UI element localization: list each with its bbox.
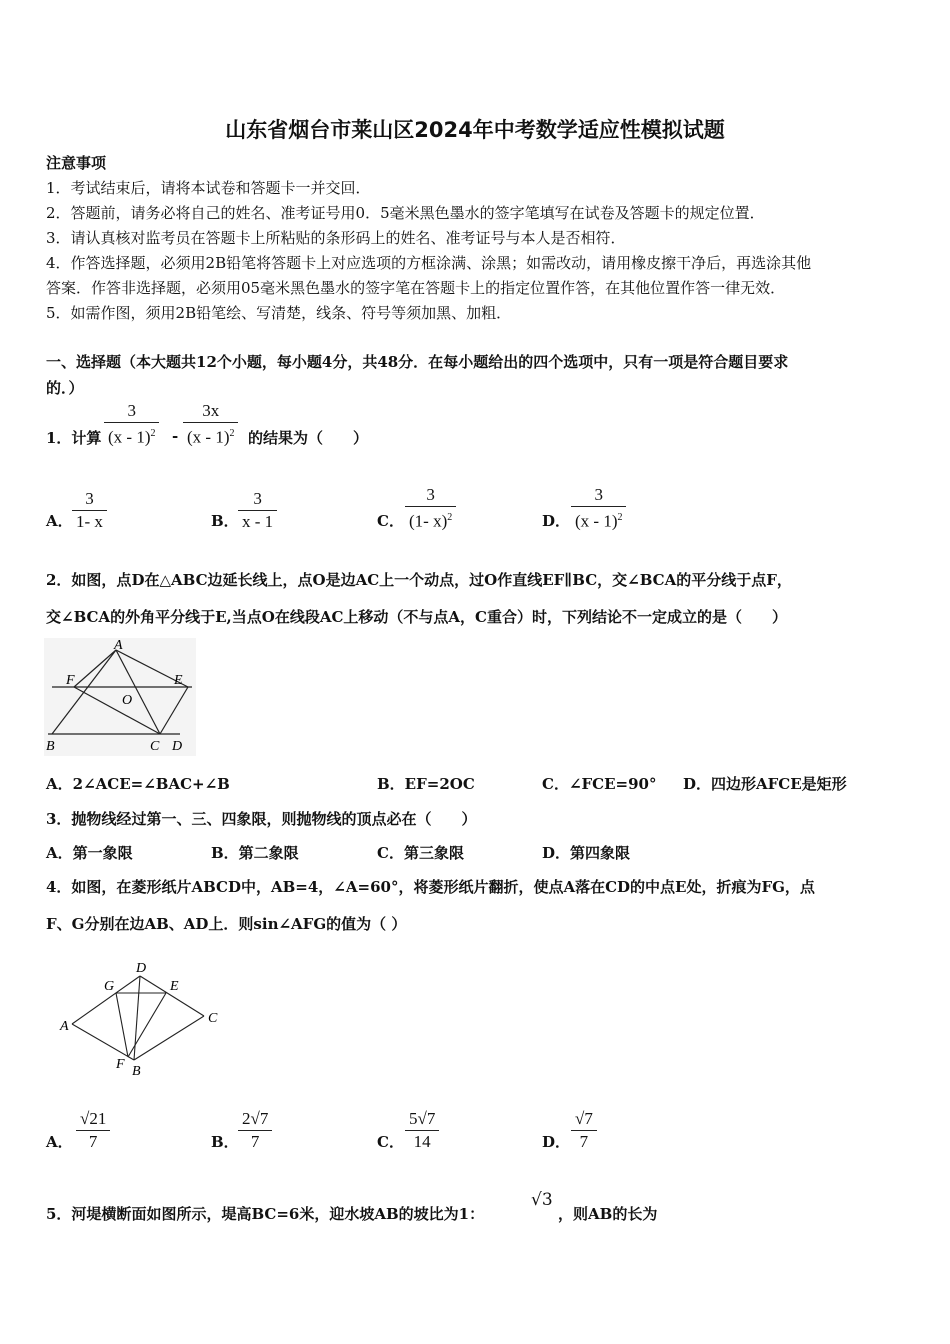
q4-line-db <box>134 976 140 1060</box>
q4-stem: 4．如图，在菱形纸片ABCD中，AB=4，∠A=60°，将菱形纸片翻折，使点A落在CD的中点E处，折痕为FG，点 <box>46 878 815 896</box>
q1-minus: - <box>172 427 179 445</box>
q1-option-d-fraction <box>571 484 626 533</box>
q4-optB-den: 7 <box>250 1132 260 1151</box>
q1-optD-den: (x - 1) <box>575 511 618 531</box>
q5-stem: 5．河堤横断面如图所示，堤高BC=6米，迎水坡AB的坡比为1： <box>46 1205 485 1223</box>
q1-option-d: D． <box>542 512 571 530</box>
q4-label-b: B <box>132 1064 141 1079</box>
q1-optD-num: 3 <box>571 484 626 507</box>
q4-figure <box>56 958 226 1080</box>
notice-item: 5．如需作图，须用2B铅笔绘、写清楚，线条、符号等须加黑、加粗． <box>46 304 512 322</box>
q1-frac1-exp: 2 <box>150 428 156 439</box>
q5-stem-cont: ，则AB的长为 <box>558 1205 658 1223</box>
q1-optD-exp: 2 <box>617 512 623 523</box>
q4-optA-num: √21 <box>76 1108 110 1131</box>
q2-stem: 2．如图，点D在△ABC边延长线上，点O是边AC上一个动点，过O作直线EF∥BC，交∠BCA的平分线于点F， <box>46 571 792 589</box>
section-heading: 一、选择题（本大题共12个小题，每小题4分，共48分．在每小题给出的四个选项中，只有一项是符合题目要求 <box>46 353 789 371</box>
q2-option-d: D．四边形AFCE是矩形 <box>683 775 847 793</box>
q4-option-d-fraction <box>571 1108 597 1153</box>
q3-option-b: B．第二象限 <box>211 844 299 862</box>
q1-frac1-den: (x - 1) <box>108 427 151 447</box>
q4-line-cb <box>134 1016 204 1060</box>
q1-option-c-fraction <box>405 484 456 533</box>
q4-label-e: E <box>170 979 179 994</box>
page-title: 山东省烟台市莱山区2024年中考数学适应性模拟试题 <box>225 118 725 142</box>
q1-optC-exp: 2 <box>447 512 453 523</box>
q1-optC-num: 3 <box>405 484 456 507</box>
q2-stem-cont: 交∠BCA的外角平分线于E,当点O在线段AC上移动（不与点A，C重合）时，下列结论不一定成立的是（ ） <box>46 608 787 626</box>
q3-stem: 3．抛物线经过第一、三、四象限，则抛物线的顶点必在（ ） <box>46 810 477 828</box>
q4-label-a: A <box>60 1019 69 1034</box>
q1-frac1-num: 3 <box>104 400 159 423</box>
q1-option-b-fraction <box>238 488 277 533</box>
notice-item: 3．请认真核对监考员在答题卡上所粘贴的条形码上的姓名、准考证号与本人是否相符． <box>46 229 626 247</box>
q4-optD-den: 7 <box>579 1132 589 1151</box>
q3-option-c: C．第三象限 <box>377 844 464 862</box>
q1-frac2-exp: 2 <box>229 428 235 439</box>
q4-option-b-fraction <box>238 1108 272 1153</box>
q4-label-g: G <box>104 979 115 994</box>
notice-item: 1．考试结束后，请将本试卷和答题卡一并交回． <box>46 179 371 197</box>
q1-optB-num: 3 <box>238 488 277 511</box>
q4-option-a-fraction <box>76 1108 110 1153</box>
notice-heading: 注意事项 <box>46 154 107 172</box>
q4-stem-cont: F、G分别在边AB、AD上．则sin∠AFG的值为（ ） <box>46 915 407 933</box>
q4-option-b: B． <box>211 1133 239 1151</box>
q1-option-a-fraction <box>72 488 107 533</box>
q1-fraction-2 <box>183 400 238 449</box>
q1-option-c: C． <box>377 512 404 530</box>
q1-optB-den: x - 1 <box>242 512 274 531</box>
q1-optC-den: (1- x) <box>409 511 448 531</box>
q2-option-b: B．EF=2OC <box>377 775 475 793</box>
notice-item: 答案．作答非选择题，必须用05毫米黑色墨水的签字笔在答题卡上的指定位置作答，在其他位置作答一律无效． <box>46 279 786 297</box>
q4-optC-num: 5√7 <box>405 1108 439 1131</box>
q4-option-a: A． <box>46 1133 73 1151</box>
q1-suffix: 的结果为（ ） <box>248 429 369 447</box>
q4-label-c: C <box>208 1011 218 1026</box>
q2-figure <box>44 638 196 756</box>
q1-frac2-num: 3x <box>183 400 238 423</box>
q4-optB-num: 2√7 <box>238 1108 272 1131</box>
q1-option-b: B． <box>211 512 239 530</box>
q4-optC-den: 14 <box>413 1132 431 1151</box>
q2-option-a: A．2∠ACE=∠BAC+∠B <box>46 775 230 793</box>
q4-option-d: D． <box>542 1133 571 1151</box>
q4-optA-den: 7 <box>88 1132 98 1151</box>
q1-optA-den: 1- x <box>76 512 103 531</box>
q4-line-gf <box>116 993 128 1057</box>
q4-label-d: D <box>136 961 147 976</box>
q5-radical: √3 <box>531 1190 553 1210</box>
q4-option-c-fraction <box>405 1108 439 1153</box>
q1-fraction-1 <box>104 400 159 449</box>
q3-option-a: A．第一象限 <box>46 844 133 862</box>
q2-label-a: A <box>114 638 123 653</box>
notice-item: 4．作答选择题，必须用2B铅笔将答题卡上对应选项的方框涂满、涂黑；如需改动，请用橡皮擦干净后，再选涂其他 <box>46 254 812 272</box>
q2-label-e: E <box>174 673 183 688</box>
notice-item: 2．答题前，请务必将自己的姓名、准考证号用0．5毫米黑色墨水的签字笔填写在试卷及答题卡的规定位置． <box>46 204 765 222</box>
q4-label-f: F <box>116 1057 125 1072</box>
q1-option-a: A． <box>46 512 73 530</box>
q2-label-o: O <box>122 693 133 708</box>
q2-label-f: F <box>66 673 75 688</box>
q3-option-d: D．第四象限 <box>542 844 631 862</box>
q2-label-c: C <box>150 739 160 754</box>
q2-label-b: B <box>46 739 55 754</box>
q2-option-c: C．∠FCE=90° <box>542 775 657 793</box>
q1-prefix: 1．计算 <box>46 429 102 447</box>
q4-line-fe <box>128 993 166 1057</box>
q4-option-c: C． <box>377 1133 404 1151</box>
q2-label-d: D <box>172 739 183 754</box>
section-heading-cont: 的．） <box>46 379 84 397</box>
q1-optA-num: 3 <box>72 488 107 511</box>
q1-frac2-den: (x - 1) <box>187 427 230 447</box>
q4-optD-num: √7 <box>571 1108 597 1131</box>
